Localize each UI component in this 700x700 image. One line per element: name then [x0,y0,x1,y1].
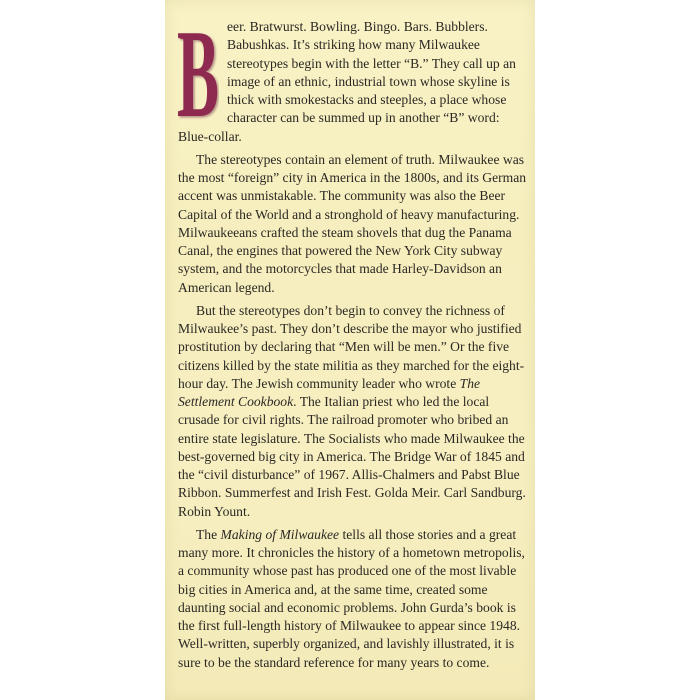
paragraph-4 [178,526,528,672]
flap-text [178,18,528,677]
paragraph-2-text: The stereotypes contain an element of truth. Milwaukee was the most “foreign” city in America in the 1800s, and its German accent was unmistakable. The community was also the Beer Capital of the World and a stronghold of heavy manufacturing. Milwaukeeans crafted the steam shovels that dug the Panama Canal, the engines that powered the New York City subway system, and the motorcycles that made Harley-Davidson an American legend. [178,151,527,295]
paragraph-4-text-b: tells all those stories and a great many more. It chronicles the history of a hometown metropolis, a community whose past has produced one of the most livable big cities in America and, at the same time, created some daunting social and economic problems. John Gurda’s book is the first full-length history of Milwaukee to appear since 1948. Well-written, superbly organized, and lavishly illustrated, it is sure to be the standard reference for many years to come. [178,526,525,670]
paragraph-2 [178,151,528,297]
paragraph-1 [178,18,528,146]
paragraph-3-text-a: But the stereotypes don’t begin to convey the richness of Milwaukee’s past. They don’t describe the mayor who justified prostitution by declaring that “Men will be men.” Or the five citizens killed by the state militia as they marched for the eight-hour day. The Jewish community leader who wrote [178,302,525,391]
paragraph-3-text-b: . The Italian priest who led the local crusade for civil rights. The railroad promoter who bribed an entire state legislature. The Socialists who made Milwaukee the best-governed big city in America. The Bridge War of 1845 and the “civil disturbance” of 1967. Allis-Chalmers and Pabst Blue Ribbon. Summerfest and Irish Fest. Golda Meir. Carl Sandburg. Robin Yount. [178,394,526,519]
paragraph-4-text-a: The [196,526,221,542]
paragraph-3 [178,302,528,521]
drop-cap-letter: B [177,24,219,120]
book-title: Making of Milwaukee [220,526,340,542]
paragraph-1-text: eer. Bratwurst. Bowling. Bingo. Bars. Bubblers. Babushkas. It’s striking how many Milwaukee stereotypes begin with the letter “B.” They call up an image of an ethnic, industrial town whose skyline is thick with smokestacks and steeples, a place whose character can be summed up in another “B” word: Blue-collar. [178,19,516,144]
settlement-cookbook-title: The Settlement Cookbook [178,375,481,409]
drop-cap-b [177,24,219,120]
